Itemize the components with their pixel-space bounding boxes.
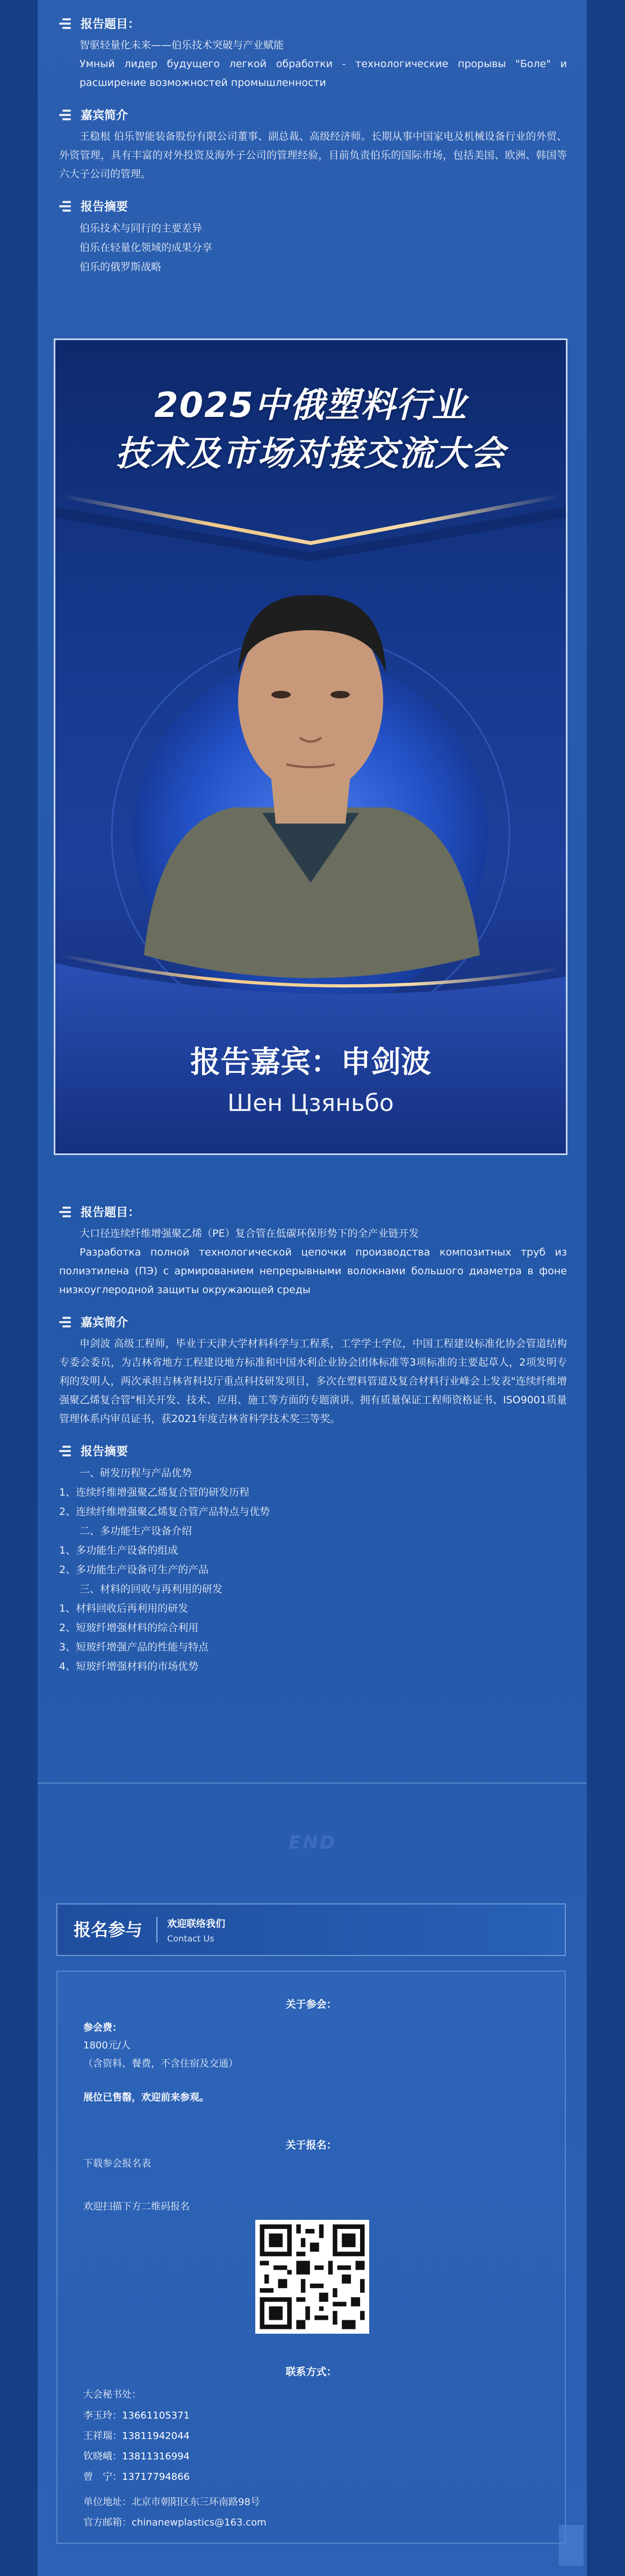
report-title-cn: 大口径连续纤维增强聚乙烯（PE）复合管在低碳环保形势下的全产业链开发 <box>80 1228 419 1239</box>
list-icon <box>59 110 71 120</box>
about-meeting: 关于参会： <box>285 1998 337 2010</box>
report-title-heading: 报告题目： <box>59 1203 567 1220</box>
speaker1-section <box>59 15 567 277</box>
address: 单位地址：北京市朝阳区东三环南路98号 <box>83 2496 260 2508</box>
guest-heading: 嘉宾简介 <box>59 106 567 123</box>
fee-value: 1800元/人 <box>83 2040 131 2051</box>
list-icon <box>59 1317 71 1327</box>
report-title-cn: 智驱轻量化未来——伯乐技术突破与产业赋能 <box>80 39 284 51</box>
list-item: 伯乐的俄罗斯战略 <box>80 261 162 273</box>
list-icon <box>59 201 71 212</box>
summary-list <box>80 219 567 277</box>
speaker-name-cn: 报告嘉宾：申剑波 <box>190 1045 431 1080</box>
list-item: 伯乐技术与同行的主要差异 <box>80 222 203 234</box>
scan-note: 欢迎扫描下方二维码报名 <box>83 2201 190 2212</box>
contact-heading: 联系方式： <box>285 2366 337 2378</box>
list-icon <box>59 18 71 29</box>
email[interactable]: 官方邮箱：chinanewplastics@163.com <box>83 2517 267 2528</box>
summary-heading: 报告摘要 <box>59 198 567 214</box>
report-title-ru: Умный лидер будущего легкой обработки - технологические прорывы "Боле" и расширение возможностей промышленности <box>80 58 567 89</box>
divider <box>38 1783 587 1784</box>
poster-title-line1: 2025中俄塑料行业 <box>154 386 468 425</box>
speaker2-section <box>59 1203 567 1676</box>
end-mark: END <box>289 1832 336 1853</box>
list-icon <box>59 1446 71 1456</box>
list-item: 2、连续纤维增强聚乙烯复合管产品特点与优势 <box>59 1506 270 1518</box>
list-icon <box>59 1207 71 1217</box>
signup-sub-en: Contact Us <box>167 1933 214 1944</box>
guest-bio: 王稳根 伯乐智能装备股份有限公司董事、副总裁、高级经济师。长期从事中国家电及机械设备行业的外贸、外资管理，具有丰富的对外投资及海外子公司的管理经验，目前负责伯乐的国际市场，包括美国、欧洲、韩国等六大子公司的管理。 <box>59 131 567 180</box>
list-item: 王祥瑞：13811942044 <box>83 2430 190 2442</box>
list-item: 三、材料的回收与再利用的研发 <box>80 1583 223 1595</box>
left-margin <box>0 0 38 2576</box>
list-item: 伯乐在轻量化领域的成果分享 <box>80 242 213 254</box>
guest-bio: 申剑波 高级工程师，毕业于天津大学材料科学与工程系，工学学士学位，中国工程建设标准化协会管道结构专委会委员，为吉林省地方工程建设地方标准和中国水利企业协会团体标准等3项标准的主要起草人，2项发明专利的发明人，两次承担吉林省科技厅重点科技研发项目，多次在塑料管道及复合材料行业峰会上发表"连续纤维增强聚乙烯复合管"相关开发、技术、应用、施工等方面的专题演讲。拥有质量保证工程师资格证书、ISO9001质量管理体系内审员证书，获2021年度吉林省科学技术奖三等奖。 <box>59 1338 567 1425</box>
report-title-ru: Разработка полной технологической цепочки производства композитных труб из полиэтилена (ПЭ) с армированием непрерывными волокнами большого диаметра в фоне низкоуглеродной защиты окружающей среды <box>59 1246 567 1296</box>
summary-list <box>59 1463 567 1676</box>
right-margin <box>587 0 625 2576</box>
list-item: 钦晓峨：13811316994 <box>83 2451 190 2462</box>
list-item: 4、短玻纤增强材料的市场优势 <box>59 1661 199 1672</box>
signup-sub-cn: 欢迎联络我们 <box>167 1918 226 1930</box>
download-link[interactable]: 下载参会报名表 <box>83 2158 151 2169</box>
speaker-name-ru: Шен Цзяньбо <box>227 1089 394 1117</box>
report-title-heading: 报告题目： <box>59 15 567 32</box>
booth-note: 展位已售罄，欢迎前来参观。 <box>83 2092 209 2103</box>
fee-note: （含资料、餐费，不含住宿及交通） <box>83 2058 238 2069</box>
signup-header <box>56 1903 566 1956</box>
list-item: 1、材料回收后再利用的研发 <box>59 1603 189 1614</box>
list-item: 3、短玻纤增强产品的性能与特点 <box>59 1641 209 1653</box>
corner-decoration <box>559 2525 584 2566</box>
contact-lead: 大会秘书处： <box>83 2389 141 2400</box>
list-item: 一、研发历程与产品优势 <box>80 1467 192 1479</box>
about-report: 关于报名： <box>285 2139 337 2151</box>
fee-label: 参会费： <box>83 2022 122 2033</box>
poster-title-line2: 技术及市场对接交流大会 <box>116 434 506 474</box>
signup-title: 报名参与 <box>58 1917 157 1943</box>
list-item: 李玉玲：13661105371 <box>83 2410 190 2421</box>
summary-heading: 报告摘要 <box>59 1442 567 1459</box>
list-item: 2、短玻纤增强材料的综合利用 <box>59 1622 199 1634</box>
qr-code[interactable] <box>255 2220 369 2334</box>
guest-heading: 嘉宾简介 <box>59 1314 567 1330</box>
list-item: 1、连续纤维增强聚乙烯复合管的研发历程 <box>59 1487 250 1498</box>
list-item: 二、多功能生产设备介绍 <box>80 1525 192 1537</box>
list-item: 曾 宁：13717794866 <box>83 2471 190 2483</box>
contact-list <box>83 2406 190 2487</box>
list-item: 2、多功能生产设备可生产的产品 <box>59 1564 209 1576</box>
list-item: 1、多功能生产设备的组成 <box>59 1545 178 1556</box>
speaker-poster <box>54 338 567 1155</box>
signup-card <box>56 1971 566 2544</box>
